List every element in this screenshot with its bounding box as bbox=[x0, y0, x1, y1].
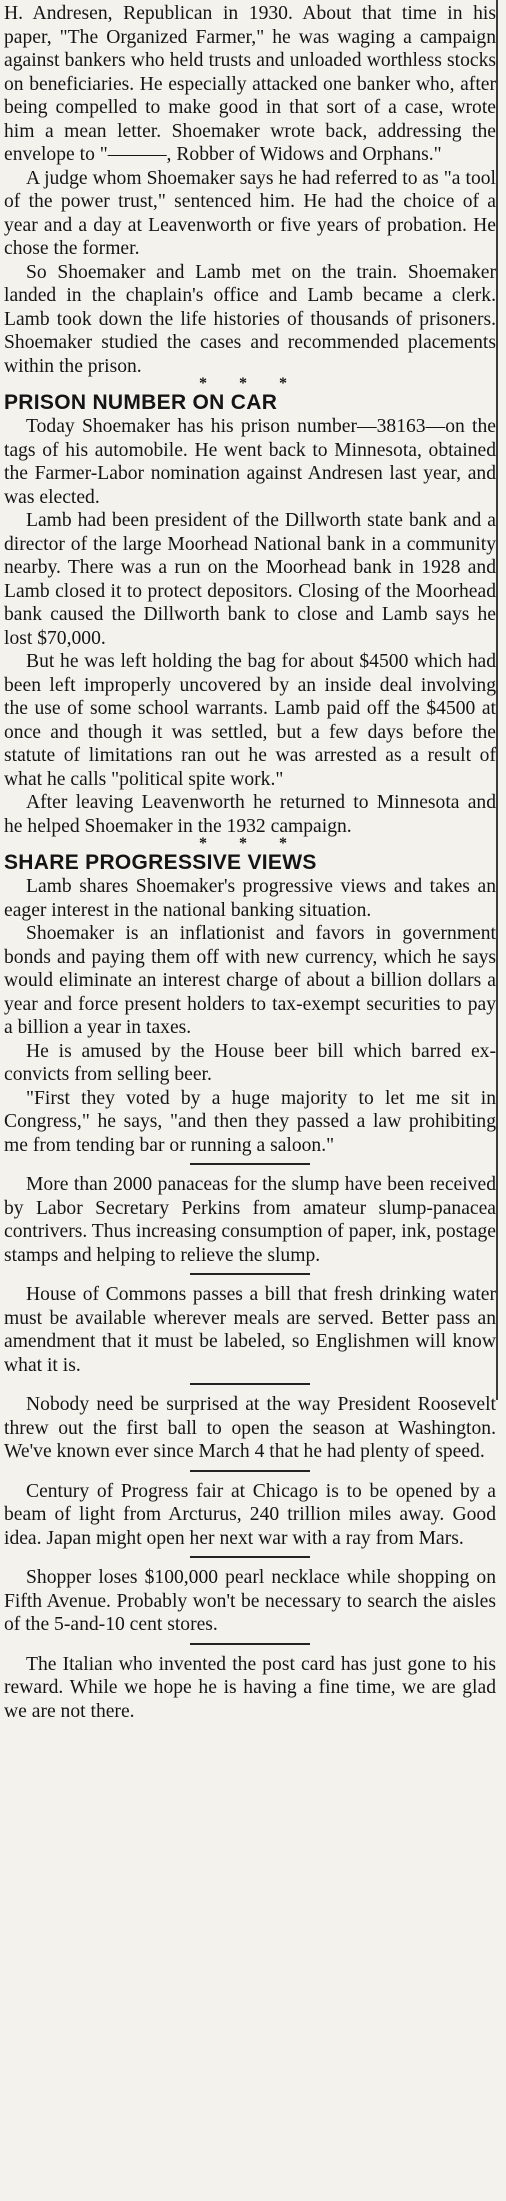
brief-divider bbox=[190, 1470, 310, 1472]
brief-divider bbox=[190, 1273, 310, 1275]
paragraph-after-leavenworth: After leaving Leavenworth he returned to Minnesota and he helped Shoemaker in the 1932 campaign. bbox=[4, 792, 496, 837]
paragraph-dillworth-bank: Lamb had been president of the Dillworth state bank and a director of the large Moorhead National bank in a community nearby. There was a run on the Moorhead bank in 1928 and Lamb closed it to protect depositors. Closing of the Moorhead bank caused the Dillworth bank to close and Lamb says he lost $70,000. bbox=[4, 510, 496, 649]
brief-item: Nobody need be surprised at the way President Roosevelt threw out the first ball to open the season at Washington. We've known ever since March 4 that he had plenty of speed. bbox=[4, 1394, 496, 1462]
subheading-progressive-views: SHARE PROGRESSIVE VIEWS bbox=[4, 851, 317, 874]
brief-divider bbox=[190, 1643, 310, 1645]
section-divider-stars: * * * bbox=[199, 375, 301, 392]
brief-item: Century of Progress fair at Chicago is to be opened by a beam of light from Arcturus, 240 trillion miles away. Good idea. Japan might open her next war with a ray from Mars. bbox=[4, 1480, 496, 1549]
brief-item: Shopper loses $100,000 pearl necklace while shopping on Fifth Avenue. Probably won't be necessary to search the aisles of the 5-and-10 cent stores. bbox=[4, 1567, 496, 1635]
paragraph-quote: "First they voted by a huge majority to let me sit in Congress," he says, "and then they passed a law prohibiting me from tending bar or running a saloon." bbox=[4, 1087, 496, 1156]
brief-item: The Italian who invented the post card has just gone to his reward. While we hope he is having a fine time, we are glad we are not there. bbox=[4, 1653, 496, 1722]
paragraph-judge: A judge whom Shoemaker says he had referred to as "a tool of the power trust," sentenced him. He had the choice of a year and a day at Leavenworth or five years of probation. He chose the former. bbox=[4, 167, 496, 259]
paragraph-lamb-shares: Lamb shares Shoemaker's progressive views and takes an eager interest in the national banking situation. bbox=[4, 876, 496, 921]
subheading-prison-number: PRISON NUMBER ON CAR bbox=[4, 391, 278, 414]
paragraph-prison-number: Today Shoemaker has his prison number—38163—on the tags of his automobile. He went back to Minnesota, obtained the Farmer-Labor nomination against Andresen last year, and was elected. bbox=[4, 416, 496, 508]
brief-divider bbox=[190, 1383, 310, 1385]
column-rule bbox=[496, 0, 498, 1400]
brief-divider bbox=[190, 1556, 310, 1558]
paragraph-met-on-train: So Shoemaker and Lamb met on the train. Shoemaker landed in the chaplain's office and Lamb became a clerk. Lamb took down the life histories of thousands of prisoners. Shoemaker studied the cases and recommended placements within the prison. bbox=[4, 261, 496, 377]
paragraph-andresen: H. Andresen, Republican in 1930. About that time in his paper, "The Organized Farmer," he was waging a campaign against bankers who held trusts and unloaded worthless stocks on beneficiaries. He especially attacked one banker who, after being compelled to make good in that sort of a case, wrote him a mean letter. Shoemaker wrote back, addressing the envelope to "———, Robber of Widows and Orphans." bbox=[4, 3, 496, 165]
paragraph-holding-bag: But he was left holding the bag for about $4500 which had been left improperly uncovered by an inside deal involving the use of some school warrants. Lamb paid off the $4500 at once and though it was settled, but a few days before the statute of limitations ran out he was arrested as a result of what he calls "political spite work." bbox=[4, 651, 496, 790]
brief-item: House of Commons passes a bill that fresh drinking water must be available wherever meals are served. Better pass an amendment that it must be labeled, so Englishmen will know what it is. bbox=[4, 1284, 496, 1376]
paragraph-beer-bill: He is amused by the House beer bill which barred ex-convicts from selling beer. bbox=[4, 1040, 496, 1085]
article-column bbox=[4, 2, 496, 1723]
brief-item: More than 2000 panaceas for the slump have been received by Labor Secretary Perkins from amateur slump-panacea contrivers. Thus increasing consumption of paper, ink, postage stamps and helping to relieve the slump. bbox=[4, 1174, 496, 1266]
paragraph-inflationist: Shoemaker is an inflationist and favors in government bonds and paying them off with new currency, which he says would eliminate an interest charge of about a billion dollars a year and force present holders to tax-exempt securities to pay a billion a year in taxes. bbox=[4, 923, 496, 1038]
brief-divider bbox=[190, 1163, 310, 1165]
section-divider-stars: * * * bbox=[199, 835, 301, 852]
